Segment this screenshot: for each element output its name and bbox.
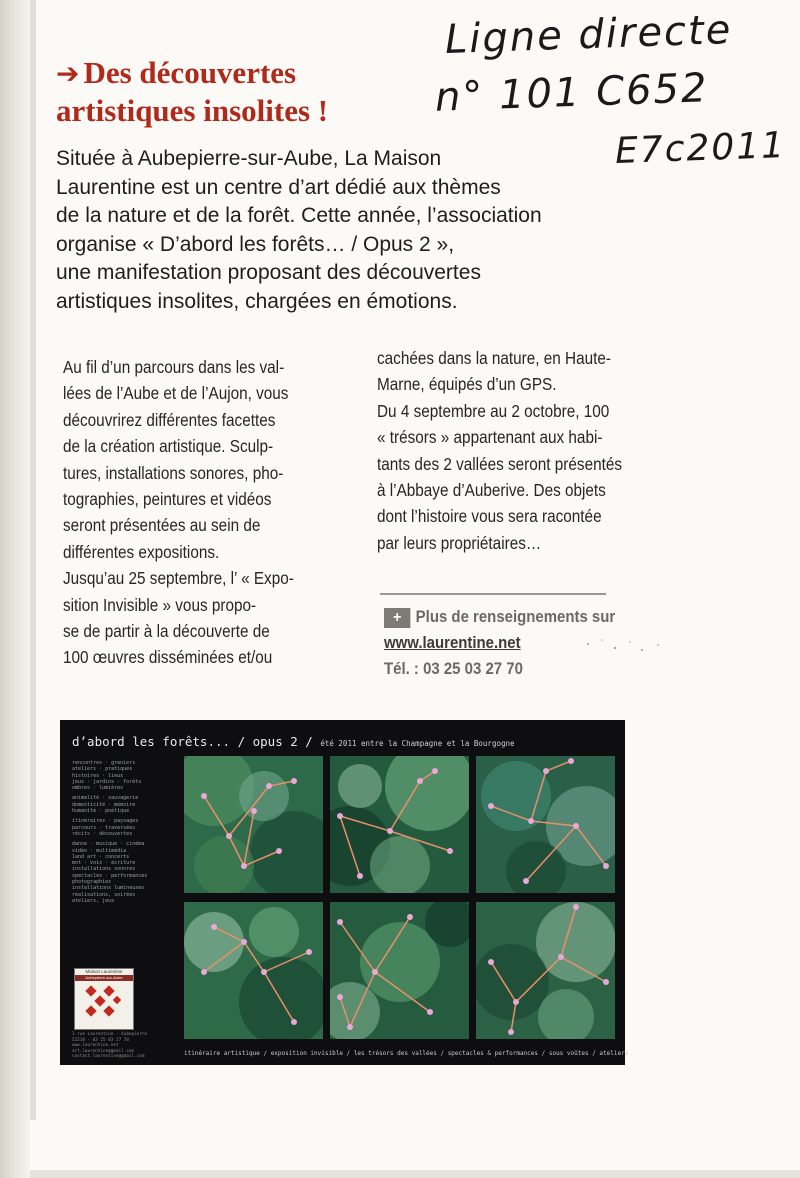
body-text-line: par leurs propriétaires…	[377, 532, 542, 553]
handwritten-note-line3: E7c2011	[614, 125, 787, 172]
body-text-line: tographies, peintures et vidéos	[63, 489, 272, 510]
handwritten-note-line1: Ligne directe	[444, 7, 734, 63]
poster-menu-item: land art · concerts	[72, 853, 130, 860]
poster-menu-item: réalisations, soirées	[72, 891, 136, 898]
forest-photo-2	[330, 756, 469, 893]
intro-line: de la nature et de la forêt. Cette année, l’association	[56, 204, 542, 228]
poster-footer: itinéraire artistique / exposition invisible / les trésors des vallées / spectacles & performances / sous voûtes / ateliers	[184, 1050, 629, 1057]
forest-photo-5	[330, 902, 469, 1039]
intro-line: Laurentine est un centre d’art dédié aux thèmes	[56, 175, 501, 199]
intro-line: artistiques insolites, chargées en émotions.	[56, 289, 458, 313]
poster-menu-item: ateliers · pratiques	[72, 766, 133, 773]
handwritten-note-line2: n° 101 C652	[434, 65, 710, 121]
maison-laurentine-logo	[74, 968, 134, 1030]
body-text-line: dont l’histoire vous sera racontée	[377, 506, 602, 527]
poster-subtitle: été 2011 entre la Champagne et la Bourgogne	[320, 739, 515, 748]
poster-menu-item: récits · découvertes	[72, 830, 133, 837]
intro-line: une manifestation proposant des découvertes	[56, 261, 481, 285]
poster-menu-item: animalité · sauvagerie	[72, 795, 139, 802]
body-text-line: Au fil d’un parcours dans les val-	[63, 357, 285, 377]
print-specks	[580, 630, 670, 660]
poster-contact-line: 52210 · 03 25 03 27 70	[72, 1037, 129, 1043]
forest-photo-4	[184, 902, 323, 1039]
intro-line: organise « D’abord les forêts… / Opus 2 »,	[56, 232, 455, 256]
plus-icon: +	[384, 608, 410, 628]
title-line1: Des découvertes	[83, 55, 297, 90]
logo-mark	[75, 981, 133, 1023]
body-text-line: seront présentées au sein de	[63, 515, 261, 536]
arrow-icon: ➔	[56, 57, 80, 90]
title-line2: artistiques insolites !	[56, 93, 329, 128]
poster-menu-item: installations sonores	[72, 866, 136, 873]
logo-name: Maison Laurentine	[85, 969, 123, 974]
body-text-line: « trésors » appartenant aux habi-	[377, 427, 603, 448]
event-poster	[60, 720, 629, 1065]
poster-menu-item: histoires · lieux	[72, 772, 124, 779]
phone-number: Tél. : 03 25 03 27 70	[384, 659, 523, 678]
poster-menu-item: domesticité · mémoire	[72, 801, 136, 808]
poster-menu-item: ombres · lumières	[72, 785, 124, 792]
body-text-line: découvrirez différentes facettes	[63, 409, 276, 430]
body-text-line: Jusqu’au 25 septembre, l’ « Expo-	[63, 568, 294, 589]
poster-contact-line: 1 rue Laurentine · Aubepierre	[72, 1032, 148, 1037]
scan-bottom-edge	[30, 1170, 800, 1178]
poster-header	[72, 734, 515, 749]
body-text-line: tures, installations sonores, pho-	[63, 462, 284, 483]
article-title	[56, 54, 446, 129]
scan-left-edge	[0, 0, 30, 1178]
article-column-right	[377, 345, 622, 556]
article-column-left	[63, 354, 294, 671]
poster-contact	[72, 1032, 182, 1060]
forest-photo-6	[476, 902, 615, 1039]
divider-rule	[380, 593, 606, 595]
poster-menu-item: installations lumineuses	[72, 885, 145, 892]
poster-contact-line: art.laurentine@gmail.com	[72, 1048, 135, 1054]
body-text-line: cachées dans la nature, en Haute-	[377, 348, 611, 368]
website-link[interactable]: www.laurentine.net	[384, 633, 521, 652]
scan-left-shadow	[30, 0, 36, 1120]
body-text-line: se de partir à la découverte de	[63, 621, 270, 642]
poster-program-list	[72, 760, 182, 904]
poster-contact-line: www.laurentine.net	[72, 1043, 119, 1048]
poster-menu-item: danse · musique · cinéma	[72, 841, 145, 848]
forest-photo-1	[184, 756, 323, 893]
poster-menu-item: parcours · traversées	[72, 824, 136, 831]
body-text-line: lées de l’Aube et de l’Aujon, vous	[63, 383, 289, 404]
body-text-line: à l’Abbaye d’Auberive. Des objets	[377, 480, 606, 501]
body-text-line: Marne, équipés d’un GPS.	[377, 374, 557, 395]
article-intro	[56, 145, 696, 317]
body-text-line: sition Invisible » vous propo-	[63, 594, 257, 615]
photo-grid	[184, 756, 616, 1042]
more-info-label: Plus de renseignements sur	[415, 607, 616, 626]
poster-menu-item: humanité · poétique	[72, 808, 130, 815]
poster-menu-item: mot · voix · écriture	[72, 860, 136, 867]
body-text-line: de la création artistique. Sculp-	[63, 436, 274, 457]
poster-menu-item: ateliers, jeux	[72, 897, 115, 904]
poster-menu-item: rencontres · greniers	[72, 760, 136, 766]
body-text-line: différentes expositions.	[63, 541, 220, 562]
poster-menu-item: spectacles · performances	[72, 872, 148, 879]
poster-menu-item: vidéo · multimédia	[72, 847, 127, 854]
logo-place: Aubepierre-sur-Aube	[75, 975, 133, 981]
body-text-line: 100 œuvres disséminées et/ou	[63, 647, 273, 668]
forest-photo-3	[476, 756, 615, 893]
poster-menu-item: jeux · jardins · forêts	[72, 778, 142, 785]
body-text-line: Du 4 septembre au 2 octobre, 100	[377, 400, 610, 421]
poster-contact-line: contact.laurentine@gmail.com	[72, 1054, 145, 1059]
intro-line: Située à Aubepierre-sur-Aube, La Maison	[56, 147, 442, 170]
poster-title: d’abord les forêts... / opus 2 /	[72, 734, 313, 749]
body-text-line: tants des 2 vallées seront présentés	[377, 453, 623, 474]
poster-menu-item: photographies	[72, 879, 112, 886]
poster-menu-item: itinéraires · paysages	[72, 818, 139, 825]
